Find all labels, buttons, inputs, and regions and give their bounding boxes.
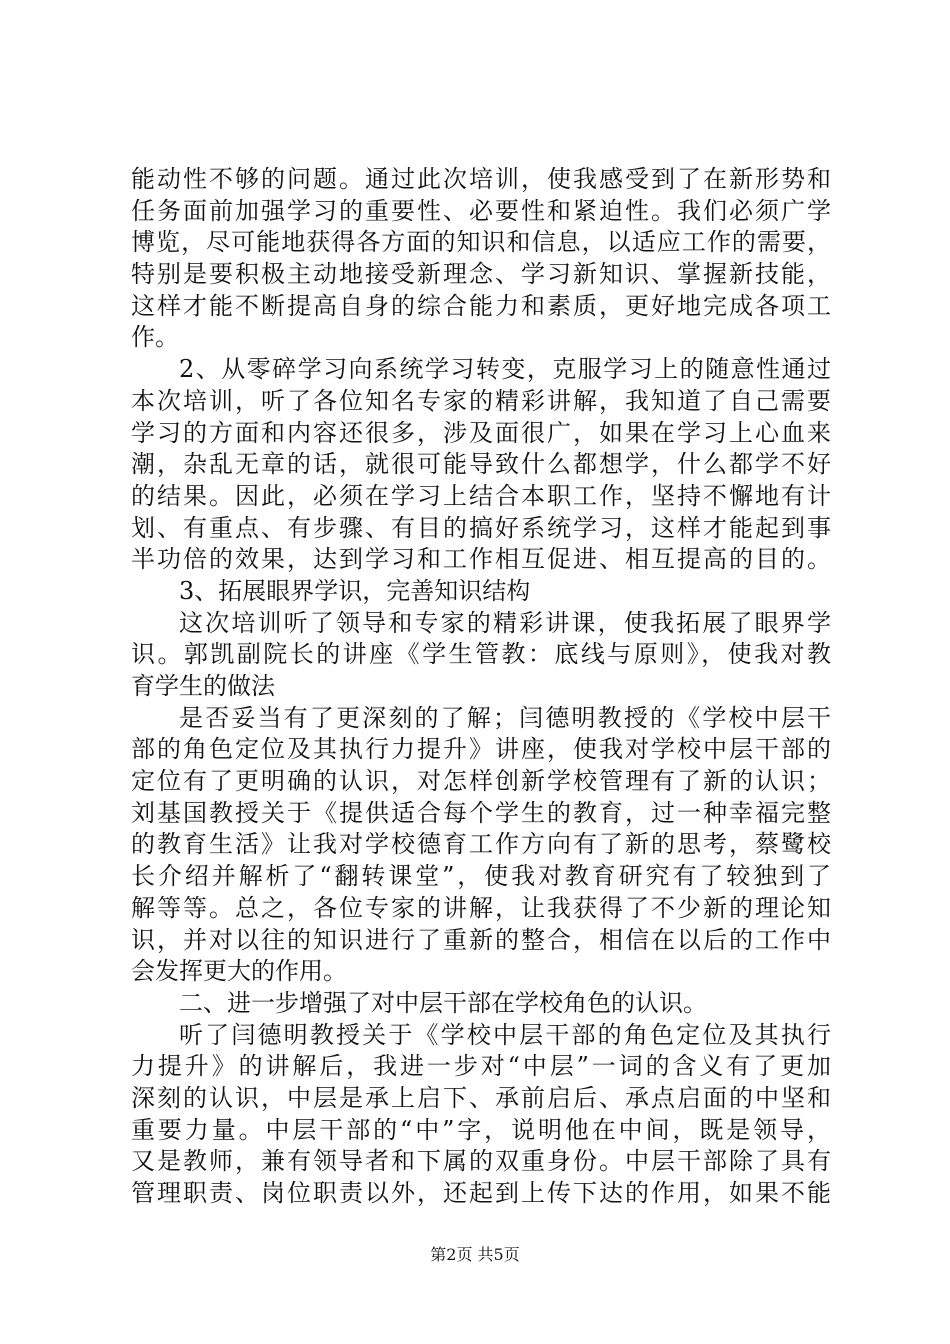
text-line: 特别是要积极主动地接受新理念、学习新知识、掌握新技能，	[131, 260, 831, 289]
text-line: 深刻的认识，中层是承上启下、承前启后、承点启面的中坚和	[131, 1083, 831, 1112]
text-line: 2、从零碎学习向系统学习转变，克服学习上的随意性通过	[179, 355, 831, 384]
text-line: 3、拓展眼界学识，完善知识结构	[179, 576, 531, 605]
text-line: 解等等。总之，各位专家的讲解，让我获得了不少新的理论知	[131, 893, 831, 922]
text-line: 重要力量。中层干部的“中”字，说明他在中间，既是领导，	[131, 1115, 831, 1144]
text-line: 这样才能不断提高自身的综合能力和素质，更好地完成各项工	[131, 291, 831, 320]
text-line: 会发挥更大的作用。	[131, 957, 347, 986]
text-line: 又是教师，兼有领导者和下属的双重身份。中层干部除了具有	[131, 1147, 831, 1176]
body-text	[131, 164, 831, 1210]
page-footer: 第2页 共5页	[430, 1245, 520, 1264]
text-line: 部的角色定位及其执行力提升》讲座，使我对学校中层干部的	[131, 735, 831, 764]
text-line: 半功倍的效果，达到学习和工作相互促进、相互提高的目的。	[131, 545, 831, 574]
text-line: 定位有了更明确的认识，对怎样创新学校管理有了新的认识；	[131, 767, 831, 796]
text-line: 博览，尽可能地获得各方面的知识和信息，以适应工作的需要，	[131, 228, 831, 257]
text-line: 的结果。因此，必须在学习上结合本职工作，坚持不懈地有计	[131, 481, 831, 510]
text-line: 能动性不够的问题。通过此次培训，使我感受到了在新形势和	[131, 165, 831, 193]
text-line: 二、进一步增强了对中层干部在学校角色的认识。	[179, 988, 707, 1017]
text-line: 本次培训，听了各位知名专家的精彩讲解，我知道了自己需要	[131, 386, 831, 415]
text-line: 刘基国教授关于《提供适合每个学生的教育，过一种幸福完整	[131, 798, 831, 827]
text-line: 学习的方面和内容还很多，涉及面很广，如果在学习上心血来	[131, 418, 831, 447]
text-line: 的教育生活》让我对学校德育工作方向有了新的思考，蔡鹭校	[131, 830, 831, 859]
text-line: 作。	[131, 323, 179, 352]
text-line: 长介绍并解析了“翻转课堂”，使我对教育研究有了较独到了	[131, 862, 831, 891]
text-line: 育学生的做法	[131, 672, 275, 700]
text-line: 潮，杂乱无章的话，就很可能导致什么都想学，什么都学不好	[131, 450, 831, 479]
text-line: 这次培训听了领导和专家的精彩讲课，使我拓展了眼界学	[179, 608, 831, 637]
text-line: 任务面前加强学习的重要性、必要性和紧迫性。我们必须广学	[131, 196, 831, 225]
text-line: 是否妥当有了更深刻的了解；闫德明教授的《学校中层干	[179, 703, 831, 732]
text-line: 听了闫德明教授关于《学校中层干部的角色定位及其执行	[179, 1020, 831, 1049]
text-line: 力提升》的讲解后，我进一步对“中层”一词的含义有了更加	[131, 1052, 831, 1081]
text-line: 划、有重点、有步骤、有目的搞好系统学习，这样才能起到事	[131, 513, 831, 542]
text-line: 识，并对以往的知识进行了重新的整合，相信在以后的工作中	[131, 925, 831, 954]
text-line: 管理职责、岗位职责以外，还起到上传下达的作用，如果不能	[131, 1179, 831, 1207]
text-line: 识。郭凯副院长的讲座《学生管教：底线与原则》，使我对教	[131, 640, 831, 669]
